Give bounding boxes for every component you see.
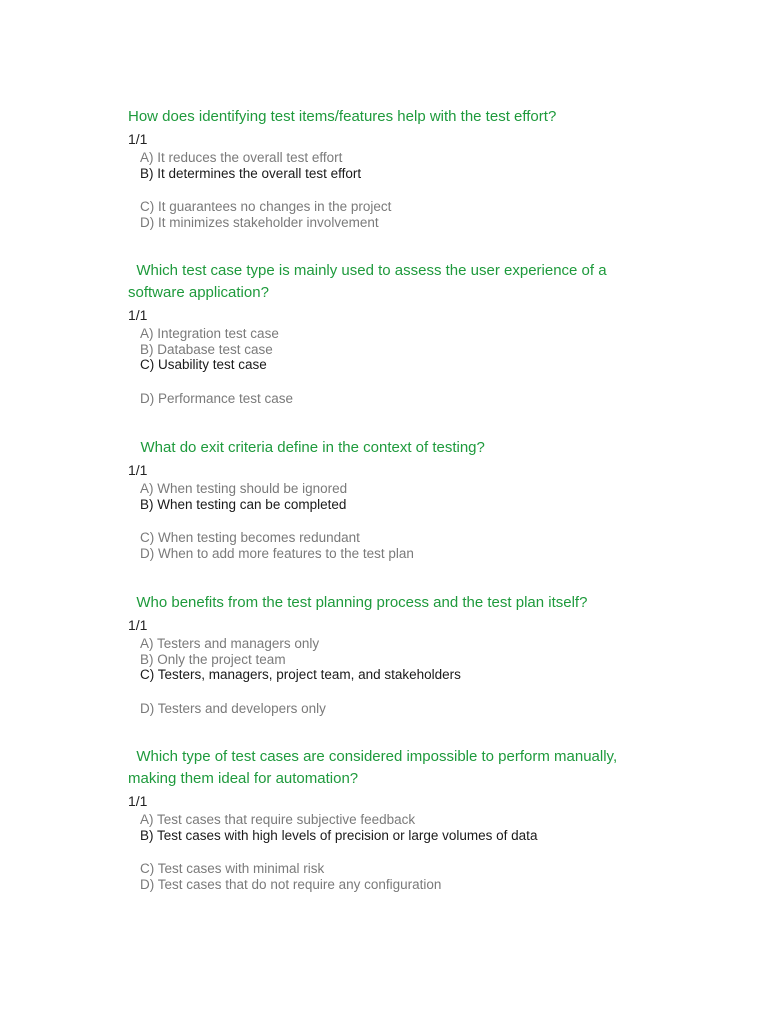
question-block-2	[128, 260, 648, 406]
answer-option-a: A) Testers and managers only	[140, 636, 320, 651]
answer-option-c: C) When testing becomes redundant	[140, 530, 360, 545]
question-block-4	[128, 592, 648, 716]
answer-option-c: C) Testers, managers, project team, and stakeholders	[140, 667, 461, 682]
answer-option-d: D) When to add more features to the test plan	[140, 545, 414, 561]
answer-option-b: B) When testing can be completed	[140, 496, 347, 512]
answer-option-b: B) It determines the overall test effort	[140, 165, 362, 181]
answer-option-c: C) Usability test case	[140, 357, 267, 372]
answer-option-a: A) When testing should be ignored	[140, 481, 348, 496]
question-score: 1/1	[128, 131, 148, 147]
question-text: How does identifying test items/features help with the test effort?	[128, 108, 557, 125]
answer-option-d: D) Testers and developers only	[140, 700, 326, 716]
question-text: Which type of test cases are considered impossible to perform manually, making them ideal for automation?	[128, 748, 622, 787]
answer-option-b: B) Test cases with high levels of precision or large volumes of data	[140, 827, 538, 843]
answer-options	[128, 150, 648, 230]
question-block-3	[128, 437, 648, 561]
answer-option-a: A) It reduces the overall test effort	[140, 150, 343, 165]
answer-options	[128, 481, 648, 561]
answer-option-d: D) It minimizes stakeholder involvement	[140, 214, 379, 230]
question-text: Who benefits from the test planning process and the test plan itself?	[128, 594, 588, 611]
question-score: 1/1	[128, 462, 148, 478]
answer-options	[128, 812, 648, 892]
answer-option-b: B) Database test case	[140, 341, 273, 357]
question-text: Which test case type is mainly used to assess the user experience of a software application?	[128, 262, 611, 301]
question-score: 1/1	[128, 307, 148, 323]
question-score: 1/1	[128, 793, 148, 809]
answer-option-c: C) Test cases with minimal risk	[140, 861, 325, 876]
answer-options	[128, 636, 648, 716]
answer-option-c: C) It guarantees no changes in the project	[140, 199, 392, 214]
answer-options	[128, 326, 648, 406]
question-text: What do exit criteria define in the context of testing?	[128, 439, 485, 456]
answer-option-d: D) Test cases that do not require any configuration	[140, 876, 442, 892]
question-block-1	[128, 106, 648, 230]
answer-option-d: D) Performance test case	[140, 390, 294, 406]
question-score: 1/1	[128, 617, 148, 633]
answer-option-a: A) Test cases that require subjective feedback	[140, 812, 416, 827]
answer-option-b: B) Only the project team	[140, 651, 286, 667]
question-block-5	[128, 746, 648, 892]
answer-option-a: A) Integration test case	[140, 326, 279, 341]
